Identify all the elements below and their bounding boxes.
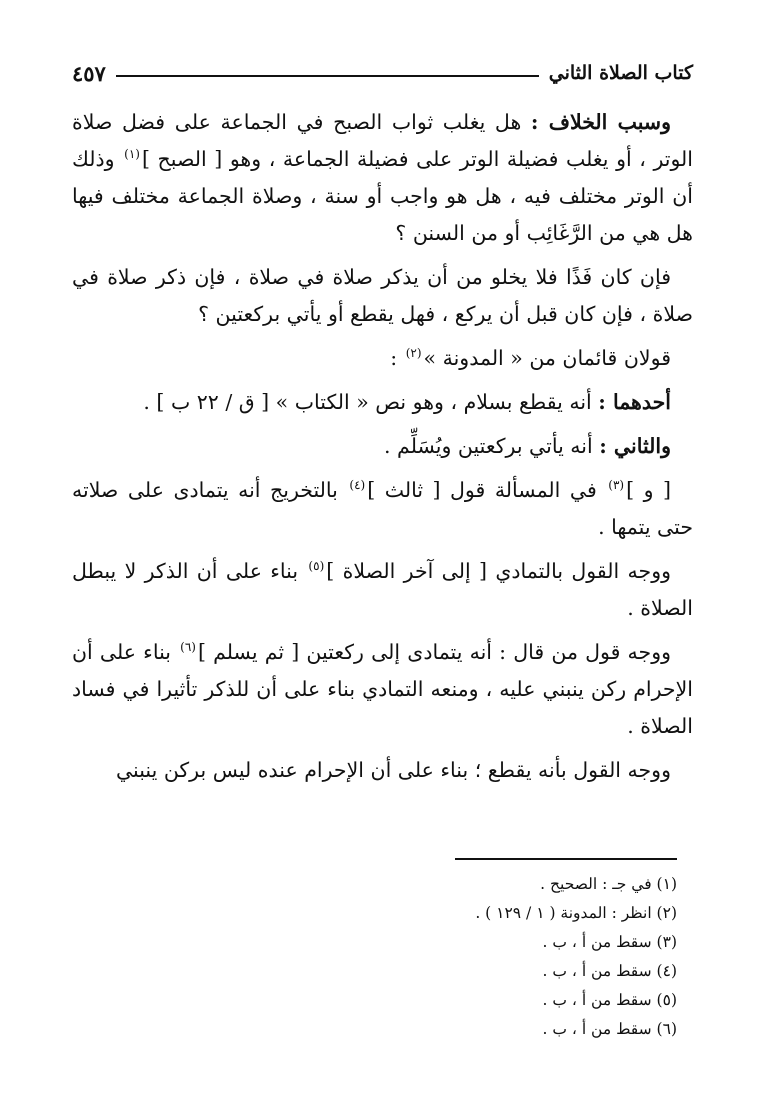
paragraph-2 (72, 259, 693, 333)
footnote-3: (٣) سقط من أ ، ب . (542, 933, 677, 951)
footnote-6: (٦) سقط من أ ، ب . (542, 1020, 677, 1038)
paragraph-text: بناء على أن الإحرام ركن ينبني عليه ، ومنعه التمادي بناء على أن للذكر تأثيرا في فساد الصلاة . (72, 640, 693, 738)
main-text (72, 104, 693, 796)
footnote-ref-4: (٤) (349, 478, 366, 493)
footnote-ref-3: (٣) (608, 478, 625, 493)
paragraph-text: هل يغلب ثواب الصبح في الجماعة على فضل صلاة الوتر ، أو يغلب فضيلة الوتر على فضيلة الجماعة ، وهو [ الصبح ] (72, 110, 694, 171)
lead-term: وسبب الخلاف : (530, 110, 672, 134)
paragraph-text: في المسألة قول [ ثالث ] (367, 478, 607, 502)
footnote-ref-1: (١) (124, 147, 140, 162)
paragraph-text: بالتخريج أنه يتمادى على صلاته حتى يتمها . (72, 478, 693, 539)
paragraph-9 (72, 752, 693, 789)
footnote-ref-5: (٥) (308, 559, 325, 574)
lead-term: والثاني : (599, 434, 671, 458)
paragraph-1 (72, 104, 693, 252)
lead-term: أحدهما : (598, 390, 671, 414)
paragraph-text: وذلك أن الوتر مختلف فيه ، هل هو واجب أو سنة ، وصلاة الجماعة مختلف فيها هل هي من الرَّغَائِب أو من السنن ؟ (72, 147, 693, 245)
footnote-ref-2: (٢) (405, 346, 422, 361)
paragraph-text: ووجه قول من قال : أنه يتمادى إلى ركعتين [ ثم يسلم ] (197, 640, 671, 664)
paragraph-text: فإن كان فَذًا فلا يخلو من أن يذكر صلاة في صلاة ، فإن ذكر صلاة في صلاة ، فإن كان قبل أن يركع ، فهل يقطع أو يأتي بركعتين ؟ (72, 265, 693, 326)
paragraph-3 (72, 340, 693, 377)
paragraph-text: أنه يأتي بركعتين ويُسَلِّم . (384, 434, 600, 458)
paragraph-text: ووجه القول بأنه يقطع ؛ بناء على أن الإحرام عنده ليس بركن ينبني (115, 758, 671, 782)
page-header (72, 58, 693, 88)
footnote-1: (١) في جـ : الصحيح . (540, 875, 677, 893)
paragraph-6 (72, 472, 693, 546)
paragraph-4 (72, 384, 693, 421)
paragraph-text: قولان قائمان من « المدونة » (423, 346, 671, 370)
paragraph-7 (72, 553, 693, 627)
paragraph-text: : (390, 346, 404, 370)
running-title: كتاب الصلاة الثاني (548, 62, 693, 84)
paragraph-text: ووجه القول بالتمادي [ إلى آخر الصلاة ] (326, 559, 671, 583)
paragraph-text: [ و ] (626, 478, 671, 502)
footnote-2: (٢) انظر : المدونة ( ١ / ١٢٩ ) . (475, 904, 677, 922)
paragraph-text: أنه يقطع بسلام ، وهو نص « الكتاب » [ ق / ٢٢ ب ] . (143, 390, 599, 414)
header-rule (116, 75, 539, 77)
footnote-4: (٤) سقط من أ ، ب . (542, 962, 677, 980)
paragraph-text: بناء على أن الذكر لا يبطل الصلاة . (72, 559, 693, 620)
paragraph-5 (72, 428, 693, 465)
footnote-separator (455, 858, 677, 860)
footnotes (77, 870, 677, 1044)
paragraph-8 (72, 634, 693, 745)
footnote-ref-6: (٦) (180, 640, 196, 655)
page-number: ٤٥٧ (72, 60, 106, 86)
footnote-5: (٥) سقط من أ ، ب . (542, 991, 677, 1009)
